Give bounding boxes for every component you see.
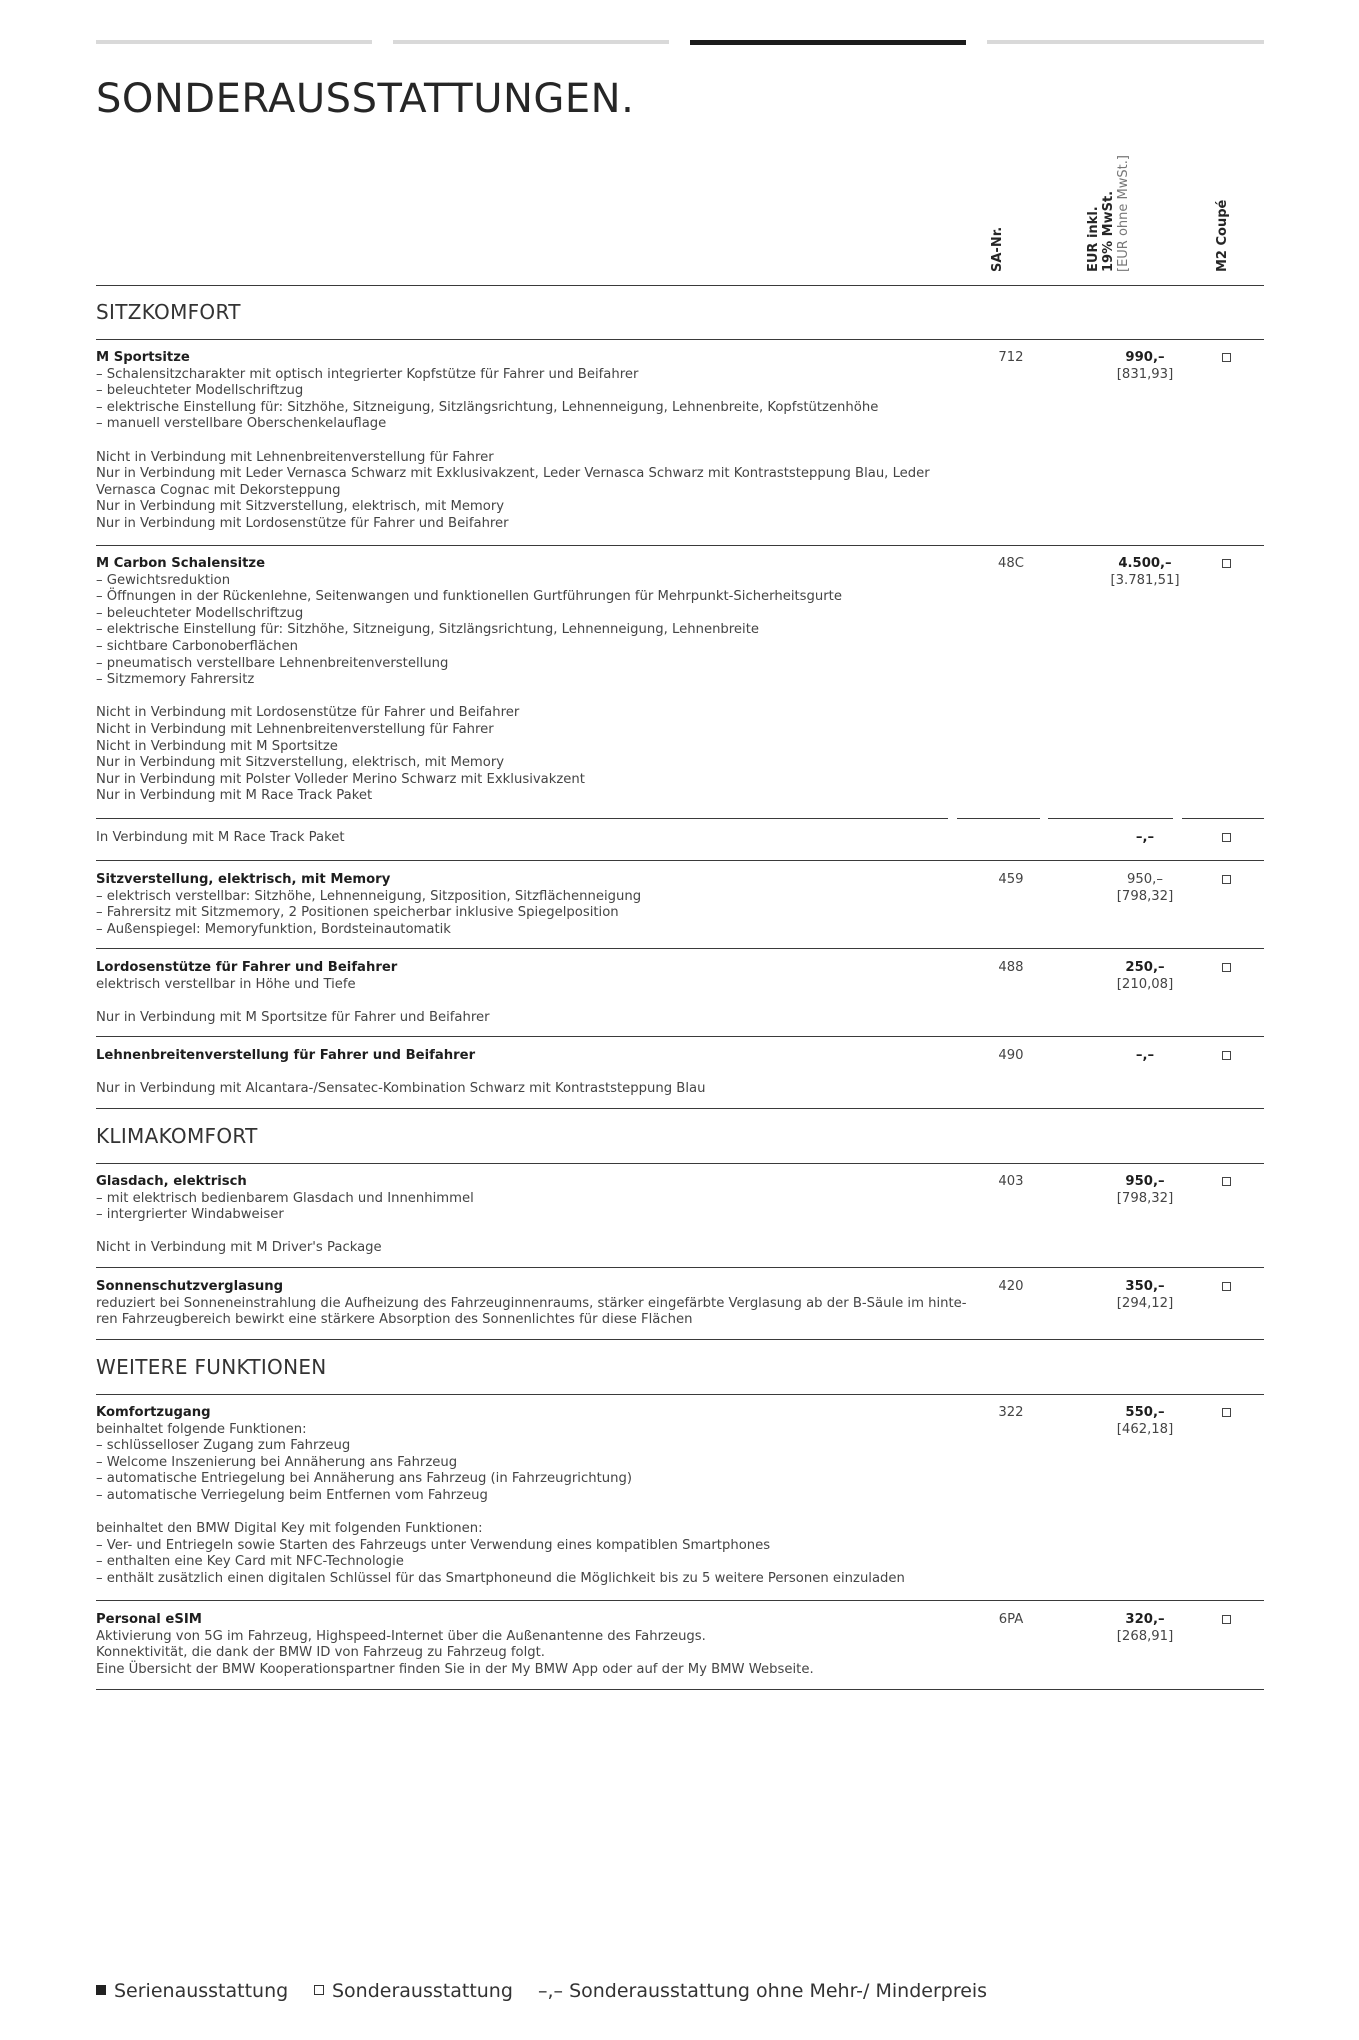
page-progress-tabs <box>96 40 1264 46</box>
option-description <box>96 1279 967 1329</box>
option-note: Vernasca Cognac mit Dekorsteppung <box>96 482 341 498</box>
option-name: Komfortzugang <box>96 1405 211 1420</box>
option-line: – beleuchteter Modellschriftzug <box>96 383 304 399</box>
option-name: Sonnenschutzverglasung <box>96 1279 284 1294</box>
column-header-sa-nr: SA-Nr. <box>990 226 1005 272</box>
sa-number: 420 <box>998 1279 1024 1294</box>
price-cell <box>1080 1405 1210 1438</box>
option-line: – intergrierter Windabweiser <box>96 1207 284 1223</box>
price-gross: 4.500,– <box>1118 556 1172 571</box>
option-line: reduziert bei Sonneneinstrahlung die Aufheizung des Fahrzeuginnenraums, stärker eingefärbte Verglasung ab der B-Säule im hinte- <box>96 1295 967 1311</box>
page-title: SONDERAUSSTATTUNGEN. <box>96 76 635 122</box>
option-line: Eine Übersicht der BMW Kooperationspartner finden Sie in der My BMW App oder auf der My BMW Webseite. <box>96 1661 814 1677</box>
optional-equipment-icon <box>1222 875 1231 884</box>
sa-number: 322 <box>998 1405 1024 1420</box>
legend-item-ohne-mehrpreis: –,– Sonderausstattung ohne Mehr-/ Minderpreis <box>538 1980 988 2002</box>
option-note: Nur in Verbindung mit Sitzverstellung, elektrisch, mit Memory <box>96 499 505 515</box>
option-note: In Verbindung mit M Race Track Paket <box>96 830 345 845</box>
option-line: – Gewichtsreduktion <box>96 572 231 588</box>
open-square-icon <box>314 1985 324 1995</box>
option-line: – Öffnungen in der Rückenlehne, Seitenwangen und funktionellen Gurtführungen für Mehrpunkt-Sicherheitsgurte <box>96 589 842 605</box>
section-title-klimakomfort: KLIMAKOMFORT <box>96 1124 258 1148</box>
optional-equipment-icon <box>1222 1615 1231 1624</box>
filled-square-icon <box>96 1985 106 1995</box>
row-divider-segment <box>1182 818 1264 819</box>
optional-equipment-icon <box>1222 1408 1231 1417</box>
row-divider-segment <box>1048 818 1173 819</box>
option-line: – Außenspiegel: Memoryfunktion, Bordsteinautomatik <box>96 921 451 937</box>
price-cell <box>1080 556 1210 589</box>
optional-equipment-icon <box>1222 1051 1231 1060</box>
option-line: elektrisch verstellbar in Höhe und Tiefe <box>96 976 356 992</box>
option-note: Nicht in Verbindung mit Lordosenstütze für Fahrer und Beifahrer <box>96 705 520 721</box>
option-line: – automatische Entriegelung bei Annäherung ans Fahrzeug (in Fahrzeugrichtung) <box>96 1471 632 1487</box>
option-description <box>96 960 956 1026</box>
option-description <box>96 1612 956 1678</box>
price-cell <box>1080 960 1210 993</box>
option-line: beinhaltet folgende Funktionen: <box>96 1421 307 1437</box>
sa-number: 403 <box>998 1174 1024 1189</box>
price-cell <box>1080 1174 1210 1207</box>
section-divider <box>96 1339 1264 1340</box>
price-net: [210,08] <box>1116 976 1174 992</box>
optional-equipment-icon <box>1222 559 1231 568</box>
option-name: Lordosenstütze für Fahrer und Beifahrer <box>96 960 398 975</box>
row-divider <box>96 1036 1264 1037</box>
option-note: Nur in Verbindung mit Lordosenstütze für Fahrer und Beifahrer <box>96 515 509 531</box>
sa-number: 712 <box>998 350 1024 365</box>
option-line: – beleuchteter Modellschriftzug <box>96 605 304 621</box>
price-net: [268,91] <box>1116 1628 1174 1644</box>
option-description <box>96 556 956 805</box>
price-gross: –,– <box>1135 830 1155 845</box>
column-header-model: M2 Coupé <box>1215 199 1230 272</box>
option-description <box>96 830 956 847</box>
option-description <box>96 1048 956 1098</box>
price-net: [798,32] <box>1116 1190 1174 1206</box>
option-note: – enthalten eine Key Card mit NFC-Technologie <box>96 1554 404 1570</box>
price-cell <box>1080 350 1210 383</box>
table-bottom-divider <box>96 1689 1264 1690</box>
section-divider <box>96 1163 1264 1164</box>
option-line: – Sitzmemory Fahrersitz <box>96 672 255 688</box>
option-note: Nicht in Verbindung mit M Driver's Package <box>96 1240 382 1256</box>
optional-equipment-icon <box>1222 833 1231 842</box>
option-note: Nur in Verbindung mit M Race Track Paket <box>96 788 373 804</box>
price-cell <box>1080 1048 1210 1065</box>
price-net: [798,32] <box>1116 888 1174 904</box>
section-title-sitzkomfort: SITZKOMFORT <box>96 300 241 324</box>
legend-item-serie: Serienausstattung <box>96 1980 288 2002</box>
price-net: [831,93] <box>1116 366 1174 382</box>
option-note: beinhaltet den BMW Digital Key mit folgenden Funktionen: <box>96 1521 483 1537</box>
option-line: – Welcome Inszenierung bei Annäherung ans Fahrzeug <box>96 1454 458 1470</box>
option-description <box>96 350 956 533</box>
option-name: Glasdach, elektrisch <box>96 1174 247 1189</box>
row-divider <box>96 545 1264 546</box>
option-line: – elektrische Einstellung für: Sitzhöhe, Sitzneigung, Sitzlängsrichtung, Lehnenneigung, Lehnenbreite <box>96 622 759 638</box>
price-gross: 950,– <box>1125 1174 1165 1189</box>
option-line: – sichtbare Carbonoberflächen <box>96 638 298 654</box>
option-note: Nur in Verbindung mit M Sportsitze für Fahrer und Beifahrer <box>96 1009 490 1025</box>
optional-equipment-icon <box>1222 353 1231 362</box>
section-divider <box>96 1108 1264 1109</box>
row-divider <box>96 860 1264 861</box>
sa-number: 6PA <box>998 1612 1024 1627</box>
row-divider-segment <box>96 818 948 819</box>
option-line: ren Fahrzeugbereich bewirkt eine stärkere Absorption des Sonnenlichtes für diese Flächen <box>96 1312 693 1328</box>
option-line: – pneumatisch verstellbare Lehnenbreitenverstellung <box>96 655 449 671</box>
price-gross: 550,– <box>1125 1405 1165 1420</box>
option-name: Personal eSIM <box>96 1612 202 1627</box>
price-gross: 320,– <box>1125 1612 1165 1627</box>
option-line: – Schalensitzcharakter mit optisch integrierter Kopfstütze für Fahrer und Beifahrer <box>96 366 639 382</box>
section-divider <box>96 339 1264 340</box>
price-cell <box>1080 830 1210 847</box>
progress-tab-1 <box>96 40 372 44</box>
option-note: Nur in Verbindung mit Sitzverstellung, elektrisch, mit Memory <box>96 755 505 771</box>
option-description <box>96 1174 956 1257</box>
option-note: Nur in Verbindung mit Polster Volleder Merino Schwarz mit Exklusivakzent <box>96 771 585 787</box>
option-name: M Carbon Schalensitze <box>96 556 266 571</box>
option-line: – elektrisch verstellbar: Sitzhöhe, Lehnenneigung, Sitzposition, Sitzflächenneigung <box>96 888 642 904</box>
sa-number: 490 <box>998 1048 1024 1063</box>
option-note: Nur in Verbindung mit Leder Vernasca Schwarz mit Exklusivakzent, Leder Vernasca Schwarz mit Kontraststeppung Blau, Leder <box>96 466 930 482</box>
price-net: [462,18] <box>1116 1421 1174 1437</box>
legend-item-sonder: Sonderausstattung <box>314 1980 513 2002</box>
section-divider <box>96 1394 1264 1395</box>
option-name: Sitzverstellung, elektrisch, mit Memory <box>96 872 391 887</box>
option-note: Nicht in Verbindung mit M Sportsitze <box>96 738 338 754</box>
progress-tab-4 <box>987 40 1264 44</box>
row-divider <box>96 1600 1264 1601</box>
option-note: – enthält zusätzlich einen digitalen Schlüssel für das Smartphoneund die Möglichkeit bis zu 5 weitere Personen einzuladen <box>96 1570 905 1586</box>
row-divider <box>96 1267 1264 1268</box>
option-line: – manuell verstellbare Oberschenkelauflage <box>96 416 387 432</box>
option-note: Nur in Verbindung mit Alcantara-/Sensatec-Kombination Schwarz mit Kontraststeppung Blau <box>96 1081 706 1097</box>
optional-equipment-icon <box>1222 963 1231 972</box>
progress-tab-3-active <box>690 40 966 45</box>
price-cell <box>1080 1612 1210 1645</box>
option-line: – automatische Verriegelung beim Entfernen vom Fahrzeug <box>96 1487 488 1503</box>
progress-tab-2 <box>393 40 669 44</box>
row-divider-segment <box>957 818 1040 819</box>
price-gross: 990,– <box>1125 350 1165 365</box>
option-note: Nicht in Verbindung mit Lehnenbreitenverstellung für Fahrer <box>96 721 494 737</box>
sa-number: 488 <box>998 960 1024 975</box>
price-cell <box>1080 872 1210 905</box>
header-divider <box>96 285 1264 286</box>
option-note: Nicht in Verbindung mit Lehnenbreitenverstellung für Fahrer <box>96 449 494 465</box>
price-gross: 950,– <box>1127 872 1163 887</box>
option-description <box>96 872 956 938</box>
sa-number: 48C <box>998 556 1024 571</box>
option-line: – Fahrersitz mit Sitzmemory, 2 Positionen speicherbar inklusive Spiegelposition <box>96 905 619 921</box>
row-divider <box>96 948 1264 949</box>
column-header-price: EUR inkl. 19% MwSt. [EUR ohne MwSt.] <box>1086 155 1131 272</box>
price-net: [3.781,51] <box>1110 572 1180 588</box>
option-note: – Ver- und Entriegeln sowie Starten des Fahrzeugs unter Verwendung eines kompatiblen Smartphones <box>96 1537 771 1553</box>
sa-number: 459 <box>998 872 1024 887</box>
option-name: M Sportsitze <box>96 350 190 365</box>
option-name: Lehnenbreitenverstellung für Fahrer und Beifahrer <box>96 1048 476 1063</box>
price-gross: –,– <box>1135 1048 1155 1063</box>
option-line: Aktivierung von 5G im Fahrzeug, Highspeed-Internet über die Außenantenne des Fahrzeugs. <box>96 1628 706 1644</box>
option-line: – mit elektrisch bedienbarem Glasdach und Innenhimmel <box>96 1190 474 1206</box>
section-title-weitere-funktionen: WEITERE FUNKTIONEN <box>96 1355 327 1379</box>
price-cell <box>1080 1279 1210 1312</box>
option-line: – schlüsselloser Zugang zum Fahrzeug <box>96 1438 351 1454</box>
price-gross: 250,– <box>1125 960 1165 975</box>
option-description <box>96 1405 956 1588</box>
price-net: [294,12] <box>1116 1295 1174 1311</box>
price-gross: 350,– <box>1125 1279 1165 1294</box>
option-line: – elektrische Einstellung für: Sitzhöhe, Sitzneigung, Sitzlängsrichtung, Lehnenneigung, Lehnenbreite, Kopfstützenhöhe <box>96 399 879 415</box>
optional-equipment-icon <box>1222 1282 1231 1291</box>
optional-equipment-icon <box>1222 1177 1231 1186</box>
option-line: Konnektivität, die dank der BMW ID von Fahrzeug zu Fahrzeug folgt. <box>96 1645 545 1661</box>
